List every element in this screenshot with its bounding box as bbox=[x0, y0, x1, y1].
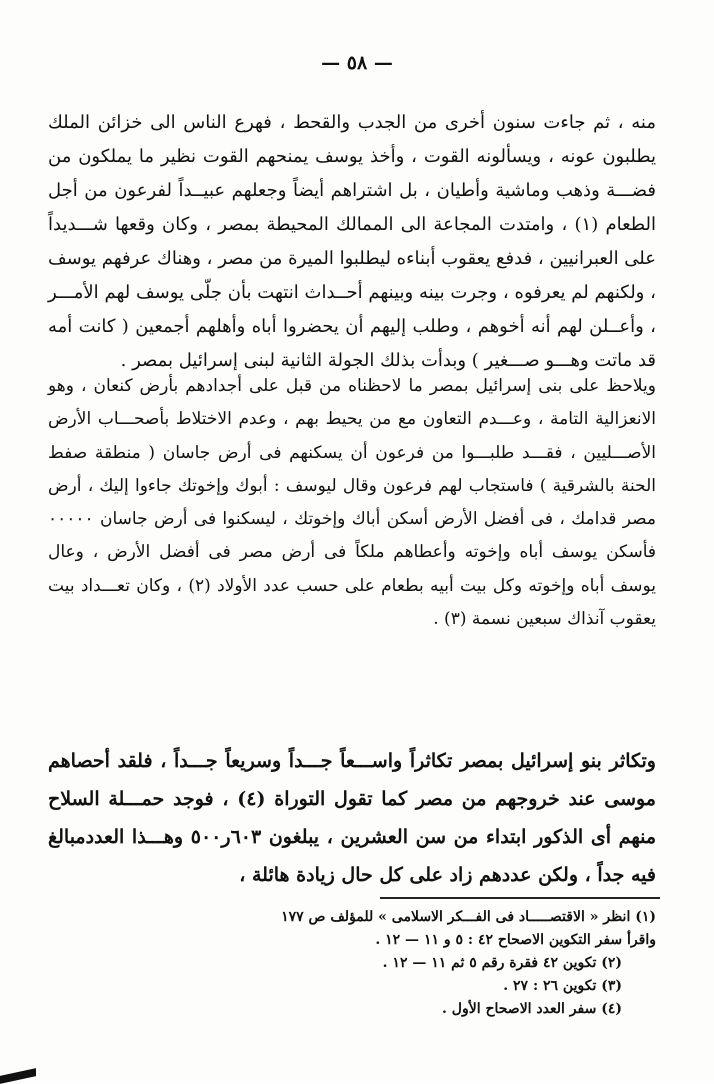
footnotes-list bbox=[60, 906, 656, 1021]
page-number: — ٥٨ — bbox=[321, 52, 393, 74]
scan-corner-mark bbox=[0, 1068, 36, 1084]
footnote-2: (٢) تكوين ٤٢ فقرة رقم ٥ ثم ١١ — ١٢ . bbox=[382, 955, 622, 971]
footnote-divider bbox=[380, 897, 660, 899]
paragraph-1: منه ، ثم جاءت سنون أخرى من الجدب والقحط ، فهرع الناس الى خزائن الملك يطلبون عونه ، ويسألونه القوت ، وأخذ يوسف يمنحهم القوت نظير ما يملكون من فضـــة وذهب وماشية وأطيان ، بل اشتراهم أيضاً وجعلهم عبيــداً لفرعون من أجل الطعام (١) ، وامتدت المجاعة الى الممالك المحيطة بمصر ، وكان وقعها شـــديداً على العبرانيين ، فدفع يعقوب أبناءه ليطلبوا الميرة من مصر ، وهناك عرفهم يوسف ، ولكنهم لم يعرفوه ، وجرت بينه وبينهم أحــداث انتهت بأن جلّى يوسف لهم الأمـــر ، وأعــلن لهم أنه أخوهم ، وطلب إليهم أن يحضروا أباه وأهلهم أجمعين ( كانت أمه قد ماتت وهـــو صـــغير ) وبدأت بذلك الجولة الثانية لبنى إسرائيل بمصر . bbox=[47, 112, 657, 371]
footnote-1-continuation: واقرأ سفر التكوين الاصحاح ٤٢ : ٥ و ١١ — ١٢ . bbox=[375, 932, 656, 948]
paragraph-3: وتكاثر بنو إسرائيل بمصر تكاثراً واســـعاً جـــداً وسريعاً جـــداً ، فلقد أحصاهم موسى عند خروجهم من مصر كما تقول التوراة (٤) ، فوجد حمـــلة السلاح منهم أى الذكور ابتداء من سن العشرين ، يبلغون ٦٠٣ر٥٠٠ وهـــذا العددمبالغ فيه جداً ، ولكن عددهم زاد على كل حال زيادة هائلة ، bbox=[48, 750, 656, 886]
paragraph-2: ويلاحظ على بنى إسرائيل بمصر ما لاحظناه من قبل على أجدادهم بأرض كنعان ، وهو الانعزالية التامة ، وعـــدم التعاون مع من يحيط بهم ، وعدم الاختلاط بأصحـــاب الأرض الأصـــليين ، فقـــد طلبـــوا من فرعون أن يسكنهم فى أرض جاسان ( منطقة صفط الحنة بالشرقية ) فاستجاب لهم فرعون وقال ليوسف : أبوك وإخوتك جاءوا إليك ، أرض مصر قدامك ، فى أفضل الأرض أسكن أباك وإخوتك ، ليسكنوا فى أرض جاسان ٠٠٠٠٠ فأسكن يوسف أباه وإخوته وأعطاهم ملكاً فى أرض مصر فى أفضل الأرض ، وعال يوسف أباه وإخوته وكل بيت أبيه بطعام على حسب عدد الأولاد (٢) ، وكان تعـــداد بيت يعقوب آنذاك سبعين نسمة (٣) . bbox=[48, 376, 656, 630]
footnote-1: (١) انظر « الاقتصـــــاد فى الفـــكر الاسلامى » للمؤلف ص ١٧٧ bbox=[281, 909, 656, 925]
footnote-3: (٣) تكوين ٢٦ : ٢٧ . bbox=[503, 978, 622, 994]
footnote-4: (٤) سفر العدد الاصحاح الأول . bbox=[442, 1001, 622, 1017]
